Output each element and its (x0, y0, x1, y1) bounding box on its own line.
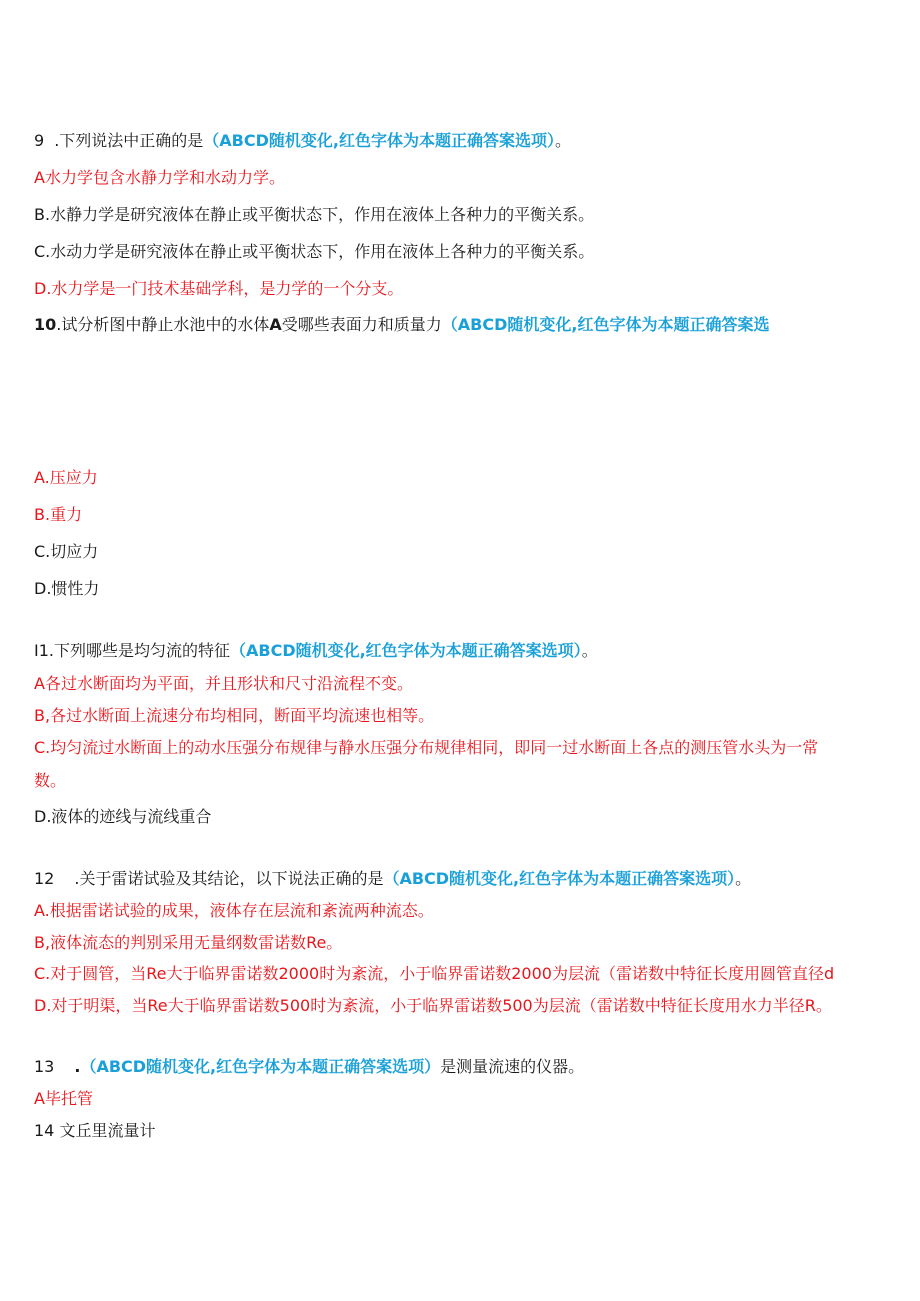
q9-option-d: D.水力学是一门技术基础学科，是力学的一个分支。 (34, 279, 404, 298)
q9-end: 。 (554, 131, 571, 150)
q9-option-b: B.水静力学是研究液体在静止或平衡状态下，作用在液体上各种力的平衡关系。 (34, 205, 595, 224)
q12-stem-text: .关于雷诺试验及其结论，以下说法正确的是 (74, 869, 384, 888)
q11-option-c-cont: 数。 (34, 771, 67, 790)
q10-option-b: B.重力 (34, 505, 83, 524)
q11-note: （ABCD随机变化,红色字体为本题正确答案选项） (230, 641, 582, 660)
q13-stem (34, 1056, 584, 1078)
q9-note: （ABCD随机变化,红色字体为本题正确答案选项） (203, 131, 555, 150)
q10-option-a: A.压应力 (34, 468, 98, 487)
q9-option-c: C.水动力学是研究液体在静止或平衡状态下，作用在液体上各种力的平衡关系。 (34, 242, 595, 261)
q9-stem-text: .下列说法中正确的是 (54, 131, 204, 150)
q12-option-d: D.对于明渠，当Re大于临界雷诺数500时为紊流，小于临界雷诺数500为层流（雷诺数中特征长度用水力半径R。 (34, 996, 832, 1015)
q11-option-a: A各过水断面均为平面，并且形状和尺寸沿流程不变。 (34, 674, 413, 693)
q13-option-a: A毕托管 (34, 1089, 93, 1108)
q11-number: I1. (34, 641, 54, 660)
q13-option-b: 14 文丘里流量计 (34, 1121, 156, 1140)
q11-stem (34, 640, 598, 662)
q10-option-d: D.惯性力 (34, 579, 100, 598)
q13-stem-text: 是测量流速的仪器。 (440, 1057, 585, 1076)
q10-stem-rest: 受哪些表面力和质量力 (281, 315, 442, 334)
q12-number: 12 (34, 869, 55, 888)
q10-note: （ABCD随机变化,红色字体为本题正确答案选 (441, 315, 770, 334)
q13-number: 13 (34, 1057, 55, 1076)
q13-dot: . (74, 1057, 81, 1076)
q10-stem-text: .试分析图中静止水池中的水体 (56, 315, 270, 334)
q11-option-b: B,各过水断面上流速分布均相同，断面平均流速也相等。 (34, 706, 435, 725)
q12-option-a: A.根据雷诺试验的成果，液体存在层流和紊流两种流态。 (34, 901, 434, 920)
q11-end: 。 (581, 641, 598, 660)
q9-number: 9 (34, 131, 45, 150)
q10-stem-bold: A (269, 315, 282, 334)
q11-option-d: D.液体的迹线与流线重合 (34, 807, 212, 826)
q12-end: 。 (735, 869, 752, 888)
q12-note: （ABCD随机变化,红色字体为本题正确答案选项） (383, 869, 736, 888)
q13-note: （ABCD随机变化,红色字体为本题正确答案选项） (80, 1057, 441, 1076)
q10-option-c: C.切应力 (34, 542, 99, 561)
q11-stem-text: 下列哪些是均匀流的特征 (53, 641, 230, 660)
q12-option-c: C.对于圆管，当Re大于临界雷诺数2000时为紊流，小于临界雷诺数2000为层流（雷诺数中特征长度用圆管直径d (34, 964, 835, 983)
q12-option-b: B,液体流态的判别采用无量纲数雷诺数Re。 (34, 933, 343, 952)
q10-number: 10 (34, 315, 57, 334)
q9-option-a: A水力学包含水静力学和水动力学。 (34, 168, 285, 187)
q11-option-c: C.均匀流过水断面上的动水压强分布规律与静水压强分布规律相同，即同一过水断面上各点的测压管水头为一常 (34, 738, 819, 757)
q12-stem (34, 868, 751, 890)
q10-stem (34, 314, 769, 336)
q9-stem (34, 130, 571, 152)
